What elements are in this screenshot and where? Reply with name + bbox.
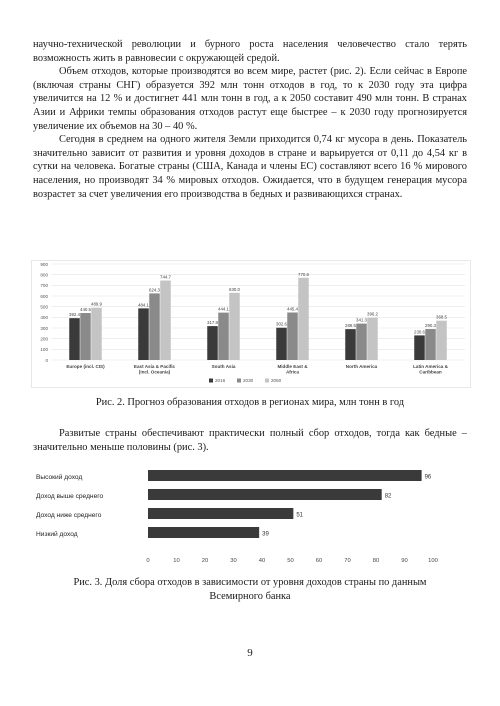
bar-value-label: 96 <box>424 474 432 481</box>
page-number: 9 <box>247 647 253 659</box>
category-label: Latin America & <box>413 364 448 369</box>
x-tick-label: 100 <box>428 558 438 564</box>
legend-swatch <box>237 379 241 383</box>
paragraph: Объем отходов, которые производятся во всем мире, растет (рис. 2). Если сейчас в Европе (включая страны СНГ) образуется 392 млн тонн отходов в год, то к 2030 году эта цифра увеличится на 12 % и достигнет 441 млн тонн в год, а к 2050 составит 490 млн тонн. В странах Азии и Африки темпы образования отходов растут еще быстрее – к 2030 году прогнозируется увеличение их объемов на 30 – 40 %. <box>33 66 467 132</box>
bar-2030 <box>218 313 229 360</box>
y-tick-label: 600 <box>40 293 48 299</box>
legend-swatch <box>265 379 269 383</box>
bar-value-label: 396.2 <box>367 311 378 317</box>
bar-value-label: 368.5 <box>436 314 447 320</box>
bar-2016 <box>276 328 287 360</box>
bar-2050 <box>436 321 447 360</box>
x-tick-label: 40 <box>258 558 266 564</box>
y-tick-label: 200 <box>40 336 48 342</box>
bar-2050 <box>160 281 171 360</box>
bar-value-label: 302.6 <box>276 321 287 327</box>
y-tick-label: 900 <box>40 261 48 267</box>
figure-2-caption: Рис. 2. Прогноз образования отходов в регионах мира, млн тонн в год <box>95 397 405 408</box>
legend-swatch <box>209 379 213 383</box>
bar-value-label: 51 <box>296 512 304 519</box>
category-label: East Asia & Pacific <box>133 364 176 369</box>
bar-2030 <box>425 329 436 360</box>
bar-2016 <box>414 335 425 360</box>
legend-label: 2030 <box>243 378 254 383</box>
bar-2016 <box>69 318 80 360</box>
category-label: Низкий доход <box>36 531 78 538</box>
y-tick-label: 700 <box>40 283 48 289</box>
bar-2030 <box>149 293 160 360</box>
category-label: North America <box>345 364 378 369</box>
paragraph: научно-технической революции и бурного роста населения человечество стало терять возможность жить в равновесии с окружающей средой. <box>33 39 467 64</box>
x-tick-label: 70 <box>344 558 351 564</box>
bar-value-label: 444.1 <box>218 306 229 312</box>
y-tick-label: 500 <box>40 304 48 310</box>
x-tick-label: 50 <box>287 558 294 564</box>
bar-value-label: 317.8 <box>207 320 218 326</box>
legend-label: 2050 <box>271 378 282 383</box>
bar-value-label: 624.3 <box>149 287 160 293</box>
x-tick-label: 60 <box>315 558 323 564</box>
bar-value-label: 445.4 <box>287 306 298 312</box>
bar-value-label: 290.3 <box>425 323 436 329</box>
category-label: Europe (incl. CIS) <box>66 364 105 369</box>
x-tick-label: 0 <box>146 558 150 564</box>
y-tick-label: 800 <box>40 272 48 278</box>
category-label: Доход выше среднего <box>36 493 104 500</box>
bar-2016 <box>138 308 149 360</box>
figure-3-caption-line: Всемирного банка <box>209 590 291 602</box>
y-tick-label: 400 <box>40 315 48 321</box>
bar-value-label: 630.0 <box>229 286 240 292</box>
y-tick-label: 0 <box>45 357 48 363</box>
bar-value-label: 440.5 <box>80 307 91 313</box>
bar-value-label: 82 <box>384 493 392 500</box>
bar-value-label: 341.3 <box>356 317 367 323</box>
bar-2050 <box>367 318 378 360</box>
y-tick-label: 100 <box>40 347 48 353</box>
bar-value-label: 484.1 <box>138 302 149 308</box>
bar <box>148 470 422 481</box>
category-label: Middle East & <box>277 364 308 369</box>
bar-value-label: 770.6 <box>298 271 309 277</box>
category-label: Caribbean <box>419 369 442 375</box>
x-tick-label: 30 <box>230 558 237 564</box>
figure-3-caption <box>33 576 467 603</box>
category-label: Africa <box>285 369 300 375</box>
bar-2016 <box>345 329 356 360</box>
bar <box>148 527 259 538</box>
figure-3-collection-share-chart <box>31 466 471 566</box>
bar <box>148 508 293 519</box>
bar-2030 <box>356 324 367 360</box>
bar-2030 <box>287 312 298 360</box>
body-text-middle <box>33 427 467 454</box>
x-tick-label: 90 <box>401 558 408 564</box>
y-tick-label: 300 <box>40 325 48 331</box>
bar-value-label: 289.5 <box>345 323 356 329</box>
bar-value-label: 744.7 <box>160 274 171 280</box>
bar <box>148 489 382 500</box>
bar-2050 <box>91 308 102 360</box>
bar-2016 <box>207 326 218 360</box>
x-tick-label: 10 <box>173 558 180 564</box>
bar-value-label: 489.9 <box>91 301 102 307</box>
bar-2050 <box>229 293 240 360</box>
bar-value-label: 230.6 <box>414 329 425 335</box>
category-label: Высокий доход <box>36 474 83 481</box>
x-tick-label: 80 <box>372 558 380 564</box>
bar-value-label: 392.4 <box>69 312 80 318</box>
body-text-top <box>33 38 467 201</box>
category-label: South Asia <box>211 364 236 369</box>
bar-2030 <box>80 313 91 360</box>
figure-2-regional-waste-chart <box>31 260 471 388</box>
x-tick-label: 20 <box>201 558 209 564</box>
bar-2050 <box>298 278 309 360</box>
bar-value-label: 39 <box>262 531 269 538</box>
paragraph: Развитые страны обеспечивают практически полный сбор отходов, тогда как бедные – значительно меньше половины (рис. 3). <box>33 428 467 453</box>
figure-3-caption-line: Рис. 3. Доля сбора отходов в зависимости от уровня доходов страны по данным <box>73 577 427 588</box>
paragraph: Сегодня в среднем на одного жителя Земли приходится 0,74 кг мусора в день. Показатель значительно зависит от развития и уровня доходов в стране и варьируется от 0,11 до 4,54 кг в сутки на человека. Богатые страны (США, Канада и члены ЕС) составляют всего 16 % мирового населения, но производят 34 % мировых отходов. Ожидается, что в будущем генерация мусора возрастет за счет увеличения его производства в бедных и развивающихся странах. <box>33 134 467 200</box>
category-label: Доход ниже среднего <box>36 512 102 519</box>
legend-label: 2016 <box>215 378 226 383</box>
category-label: (incl. Oceania) <box>138 369 171 375</box>
